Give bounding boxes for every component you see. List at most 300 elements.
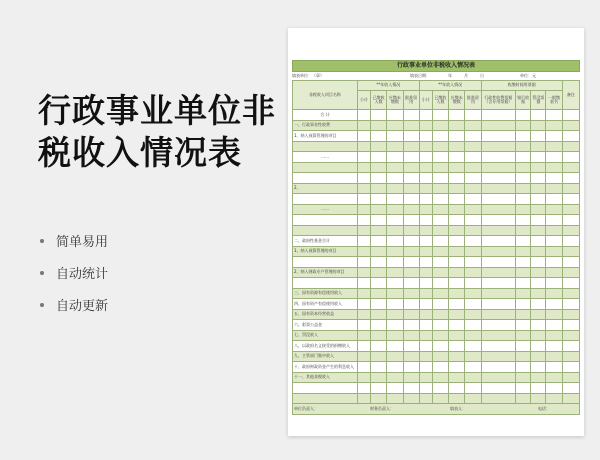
table-cell bbox=[465, 173, 481, 184]
header-cell: 银行收据 bbox=[516, 91, 531, 110]
table-row bbox=[293, 225, 580, 236]
row-label-cell: …… bbox=[293, 152, 358, 163]
table-cell bbox=[481, 110, 515, 121]
table-cell bbox=[403, 110, 419, 121]
table-cell bbox=[481, 225, 515, 236]
table-cell bbox=[387, 278, 403, 289]
table-cell bbox=[562, 204, 579, 215]
table-cell bbox=[562, 320, 579, 331]
table-cell bbox=[432, 309, 448, 320]
table-row bbox=[293, 362, 580, 373]
table-cell bbox=[387, 341, 403, 352]
table-cell bbox=[516, 110, 531, 121]
table-cell bbox=[449, 173, 465, 184]
table-cell bbox=[481, 341, 515, 352]
table-cell bbox=[481, 152, 515, 163]
table-cell bbox=[465, 152, 481, 163]
bullet-icon bbox=[40, 271, 44, 275]
income-table bbox=[292, 80, 580, 404]
header-cell: 小计 bbox=[357, 91, 370, 110]
table-cell bbox=[516, 194, 531, 205]
table-cell bbox=[419, 110, 432, 121]
table-cell bbox=[546, 372, 562, 383]
table-cell bbox=[531, 120, 546, 131]
table-cell bbox=[481, 288, 515, 299]
table-cell bbox=[562, 372, 579, 383]
footer-phone: 电话： bbox=[538, 406, 550, 411]
table-row bbox=[293, 288, 580, 299]
table-cell bbox=[419, 341, 432, 352]
table-cell bbox=[465, 141, 481, 152]
table-cell bbox=[546, 393, 562, 404]
table-cell bbox=[449, 257, 465, 268]
table-cell bbox=[516, 246, 531, 257]
row-label-cell: 2、 bbox=[293, 183, 358, 194]
table-cell bbox=[546, 173, 562, 184]
table-cell bbox=[465, 372, 481, 383]
table-cell bbox=[432, 257, 448, 268]
table-cell bbox=[531, 351, 546, 362]
table-cell bbox=[371, 204, 387, 215]
bullet-icon bbox=[40, 239, 44, 243]
table-cell bbox=[516, 330, 531, 341]
table-cell bbox=[465, 288, 481, 299]
table-cell bbox=[465, 162, 481, 173]
table-cell bbox=[449, 288, 465, 299]
table-cell bbox=[387, 152, 403, 163]
table-cell bbox=[357, 383, 370, 394]
table-cell bbox=[516, 131, 531, 142]
header-cell: 小计 bbox=[419, 91, 432, 110]
table-cell bbox=[531, 320, 546, 331]
table-cell bbox=[403, 215, 419, 226]
row-label-cell bbox=[293, 257, 358, 268]
table-cell bbox=[465, 225, 481, 236]
table-row bbox=[293, 141, 580, 152]
table-cell bbox=[465, 183, 481, 194]
table-cell bbox=[546, 162, 562, 173]
table-cell bbox=[403, 267, 419, 278]
table-cell bbox=[546, 110, 562, 121]
table-cell bbox=[481, 257, 515, 268]
table-cell bbox=[562, 183, 579, 194]
table-cell bbox=[449, 152, 465, 163]
headline bbox=[38, 90, 276, 174]
table-cell bbox=[516, 215, 531, 226]
table-cell bbox=[403, 162, 419, 173]
row-label-cell: 2、纳入财政专户管理的项目 bbox=[293, 267, 358, 278]
table-cell bbox=[531, 383, 546, 394]
table-cell bbox=[419, 183, 432, 194]
table-cell bbox=[432, 278, 448, 289]
table-cell bbox=[516, 120, 531, 131]
row-label-cell: 1、纳入预算管理的项目 bbox=[293, 131, 358, 142]
table-cell bbox=[481, 362, 515, 373]
table-cell bbox=[419, 120, 432, 131]
table-cell bbox=[449, 278, 465, 289]
table-cell bbox=[449, 330, 465, 341]
table-row bbox=[293, 257, 580, 268]
feature-item: 简单易用 bbox=[40, 232, 108, 264]
table-cell bbox=[357, 194, 370, 205]
table-cell bbox=[516, 152, 531, 163]
table-cell bbox=[546, 288, 562, 299]
sheet-title: 行政事业单位非税收入情况表 bbox=[292, 60, 580, 72]
table-cell bbox=[387, 110, 403, 121]
table-cell bbox=[531, 225, 546, 236]
table-cell bbox=[419, 351, 432, 362]
table-cell bbox=[516, 278, 531, 289]
table-cell bbox=[403, 351, 419, 362]
table-cell bbox=[432, 372, 448, 383]
table-row bbox=[293, 131, 580, 142]
table-cell bbox=[465, 110, 481, 121]
table-cell bbox=[562, 257, 579, 268]
row-label-cell: 六、彩票公益金 bbox=[293, 320, 358, 331]
table-group-header bbox=[293, 81, 580, 91]
table-cell bbox=[371, 393, 387, 404]
table-cell bbox=[371, 372, 387, 383]
table-cell bbox=[432, 341, 448, 352]
table-cell bbox=[419, 173, 432, 184]
group-header-cell: **年收入情况 bbox=[419, 81, 481, 91]
table-cell bbox=[387, 131, 403, 142]
table-cell bbox=[449, 131, 465, 142]
row-label-cell: 一、行政事业性收费 bbox=[293, 120, 358, 131]
table-cell bbox=[562, 341, 579, 352]
table-cell bbox=[419, 278, 432, 289]
table-cell bbox=[387, 236, 403, 247]
table-cell bbox=[449, 110, 465, 121]
table-cell bbox=[516, 341, 531, 352]
table-cell bbox=[387, 372, 403, 383]
header-cell: 备注 bbox=[562, 81, 579, 110]
table-cell bbox=[481, 309, 515, 320]
table-cell bbox=[531, 152, 546, 163]
table-cell bbox=[546, 204, 562, 215]
table-cell bbox=[403, 362, 419, 373]
table-cell bbox=[449, 299, 465, 310]
table-cell bbox=[371, 183, 387, 194]
table-cell bbox=[419, 372, 432, 383]
table-cell bbox=[403, 288, 419, 299]
table-cell bbox=[403, 330, 419, 341]
table-cell bbox=[419, 267, 432, 278]
table-cell bbox=[449, 351, 465, 362]
table-cell bbox=[546, 341, 562, 352]
table-total-row bbox=[293, 110, 580, 121]
table-cell bbox=[387, 362, 403, 373]
sheet-footer bbox=[292, 404, 580, 415]
table-cell bbox=[357, 215, 370, 226]
table-cell bbox=[449, 225, 465, 236]
table-cell bbox=[465, 330, 481, 341]
table-cell bbox=[449, 215, 465, 226]
row-label-cell: 1、纳入预算管理的项目 bbox=[293, 246, 358, 257]
table-cell bbox=[371, 131, 387, 142]
table-cell bbox=[481, 131, 515, 142]
table-cell bbox=[546, 194, 562, 205]
table-cell bbox=[403, 141, 419, 152]
table-cell bbox=[403, 341, 419, 352]
table-cell bbox=[357, 341, 370, 352]
table-cell bbox=[371, 288, 387, 299]
table-cell bbox=[371, 320, 387, 331]
table-cell bbox=[481, 351, 515, 362]
table-cell bbox=[516, 257, 531, 268]
table-cell bbox=[516, 267, 531, 278]
table-row bbox=[293, 383, 580, 394]
group-header-cell: 收缴时间用票据 bbox=[481, 81, 562, 91]
header-cell: 罚没票据 bbox=[531, 91, 546, 110]
table-cell bbox=[562, 110, 579, 121]
row-label-cell: 四、国有资产有偿使用收入 bbox=[293, 299, 358, 310]
table-cell bbox=[357, 278, 370, 289]
table-cell bbox=[371, 383, 387, 394]
table-cell bbox=[432, 320, 448, 331]
table-cell bbox=[371, 362, 387, 373]
table-cell bbox=[481, 173, 515, 184]
table-cell bbox=[371, 278, 387, 289]
table-row bbox=[293, 393, 580, 404]
table-cell bbox=[546, 257, 562, 268]
table-cell bbox=[531, 194, 546, 205]
table-cell bbox=[371, 141, 387, 152]
table-cell bbox=[371, 225, 387, 236]
table-cell bbox=[371, 309, 387, 320]
table-cell bbox=[465, 383, 481, 394]
table-cell bbox=[481, 267, 515, 278]
row-label-cell bbox=[293, 173, 358, 184]
table-cell bbox=[371, 120, 387, 131]
table-cell bbox=[516, 162, 531, 173]
row-label-cell: 十一、其他非税收入 bbox=[293, 372, 358, 383]
table-cell bbox=[449, 267, 465, 278]
table-cell bbox=[531, 309, 546, 320]
table-cell bbox=[562, 299, 579, 310]
table-cell bbox=[465, 215, 481, 226]
table-cell bbox=[357, 393, 370, 404]
table-cell bbox=[531, 341, 546, 352]
table-cell bbox=[449, 183, 465, 194]
table-cell bbox=[562, 120, 579, 131]
spreadsheet-preview bbox=[288, 28, 584, 436]
table-cell bbox=[562, 141, 579, 152]
table-cell bbox=[546, 120, 562, 131]
table-cell bbox=[419, 362, 432, 373]
table-cell bbox=[432, 194, 448, 205]
table-cell bbox=[357, 299, 370, 310]
table-cell bbox=[403, 236, 419, 247]
table-cell bbox=[419, 309, 432, 320]
table-cell bbox=[546, 183, 562, 194]
table-cell bbox=[432, 267, 448, 278]
header-cell: 批准留用 bbox=[465, 91, 481, 110]
table-cell bbox=[481, 120, 515, 131]
table-cell bbox=[562, 309, 579, 320]
table-cell bbox=[481, 320, 515, 331]
table-cell bbox=[387, 257, 403, 268]
table-cell bbox=[546, 330, 562, 341]
table-cell bbox=[357, 246, 370, 257]
table-cell bbox=[465, 267, 481, 278]
sheet-meta bbox=[292, 72, 580, 80]
table-cell bbox=[531, 162, 546, 173]
table-cell bbox=[546, 152, 562, 163]
table-cell bbox=[562, 152, 579, 163]
table-cell bbox=[449, 236, 465, 247]
table-cell bbox=[403, 225, 419, 236]
table-row bbox=[293, 183, 580, 194]
row-label-cell bbox=[293, 393, 358, 404]
table-cell bbox=[419, 393, 432, 404]
table-cell bbox=[562, 246, 579, 257]
table-cell bbox=[562, 215, 579, 226]
table-cell bbox=[387, 183, 403, 194]
table-cell bbox=[531, 288, 546, 299]
header-cell: 非税收入项目名称 bbox=[293, 81, 358, 110]
table-cell bbox=[419, 320, 432, 331]
table-cell bbox=[531, 246, 546, 257]
table-cell bbox=[562, 236, 579, 247]
table-cell bbox=[387, 141, 403, 152]
table-cell bbox=[432, 120, 448, 131]
table-cell bbox=[387, 299, 403, 310]
header-cell: 应缴未缴数 bbox=[387, 91, 403, 110]
table-cell bbox=[449, 141, 465, 152]
table-cell bbox=[562, 393, 579, 404]
table-row bbox=[293, 246, 580, 257]
table-cell bbox=[357, 173, 370, 184]
table-cell bbox=[465, 120, 481, 131]
table-row bbox=[293, 267, 580, 278]
table-cell bbox=[403, 204, 419, 215]
table-cell bbox=[531, 183, 546, 194]
table-row bbox=[293, 215, 580, 226]
table-cell bbox=[403, 309, 419, 320]
table-cell bbox=[387, 309, 403, 320]
table-row bbox=[293, 341, 580, 352]
row-label-cell bbox=[293, 225, 358, 236]
feature-list bbox=[40, 232, 108, 328]
table-cell bbox=[357, 309, 370, 320]
table-cell bbox=[371, 330, 387, 341]
table-cell bbox=[449, 341, 465, 352]
headline-line-1: 行政事业单位非 bbox=[38, 91, 276, 130]
table-cell bbox=[419, 131, 432, 142]
table-cell bbox=[465, 299, 481, 310]
table-cell bbox=[387, 351, 403, 362]
footer-filler: 填表人： bbox=[450, 406, 466, 411]
meta-day: 日 bbox=[480, 73, 484, 78]
row-label-cell: 九、主管部门集中收入 bbox=[293, 351, 358, 362]
table-cell bbox=[371, 351, 387, 362]
table-cell bbox=[371, 152, 387, 163]
table-cell bbox=[449, 194, 465, 205]
table-cell bbox=[562, 173, 579, 184]
table-cell bbox=[449, 204, 465, 215]
table-row bbox=[293, 309, 580, 320]
row-label-cell: 二、政府性基金合计 bbox=[293, 236, 358, 247]
table-cell bbox=[516, 183, 531, 194]
table-cell bbox=[546, 246, 562, 257]
table-cell bbox=[562, 162, 579, 173]
group-header-cell: **年收入情况 bbox=[357, 81, 419, 91]
row-label-cell: 五、国有资本经营收益 bbox=[293, 309, 358, 320]
table-cell bbox=[371, 236, 387, 247]
table-cell bbox=[546, 141, 562, 152]
table-cell bbox=[546, 236, 562, 247]
table-cell bbox=[432, 204, 448, 215]
table-cell bbox=[387, 320, 403, 331]
table-row bbox=[293, 173, 580, 184]
table-cell bbox=[531, 267, 546, 278]
table-cell bbox=[449, 383, 465, 394]
table-cell bbox=[516, 383, 531, 394]
table-cell bbox=[357, 162, 370, 173]
table-cell bbox=[371, 299, 387, 310]
table-cell bbox=[449, 320, 465, 331]
table-cell bbox=[531, 372, 546, 383]
table-cell bbox=[357, 141, 370, 152]
row-label-cell: 八、以政府名义接受的捐赠收入 bbox=[293, 341, 358, 352]
table-cell bbox=[449, 309, 465, 320]
table-cell bbox=[387, 267, 403, 278]
table-cell bbox=[371, 215, 387, 226]
table-cell bbox=[516, 204, 531, 215]
total-label-cell: 合 计 bbox=[293, 110, 358, 121]
table-cell bbox=[357, 110, 370, 121]
table-cell bbox=[371, 110, 387, 121]
table-cell bbox=[403, 152, 419, 163]
table-cell bbox=[432, 288, 448, 299]
table-cell bbox=[357, 351, 370, 362]
header-cell: 行政性收费票据（含专用票据） bbox=[481, 91, 515, 110]
table-cell bbox=[516, 225, 531, 236]
table-cell bbox=[481, 141, 515, 152]
table-cell bbox=[387, 120, 403, 131]
table-cell bbox=[357, 288, 370, 299]
table-cell bbox=[371, 162, 387, 173]
table-cell bbox=[357, 225, 370, 236]
table-cell bbox=[562, 131, 579, 142]
table-cell bbox=[546, 225, 562, 236]
meta-currency: 单位：元 bbox=[520, 73, 536, 78]
table-cell bbox=[546, 351, 562, 362]
table-cell bbox=[546, 215, 562, 226]
table-cell bbox=[432, 236, 448, 247]
table-cell bbox=[387, 288, 403, 299]
table-cell bbox=[531, 131, 546, 142]
table-cell bbox=[562, 383, 579, 394]
table-cell bbox=[516, 141, 531, 152]
table-cell bbox=[449, 393, 465, 404]
table-cell bbox=[449, 362, 465, 373]
table-cell bbox=[419, 162, 432, 173]
table-cell bbox=[516, 173, 531, 184]
table-cell bbox=[516, 320, 531, 331]
table-row bbox=[293, 152, 580, 163]
table-row bbox=[293, 320, 580, 331]
table-cell bbox=[562, 362, 579, 373]
table-cell bbox=[516, 288, 531, 299]
row-label-cell bbox=[293, 215, 358, 226]
table-cell bbox=[357, 131, 370, 142]
table-cell bbox=[481, 372, 515, 383]
table-cell bbox=[562, 194, 579, 205]
table-cell bbox=[387, 215, 403, 226]
table-cell bbox=[371, 267, 387, 278]
